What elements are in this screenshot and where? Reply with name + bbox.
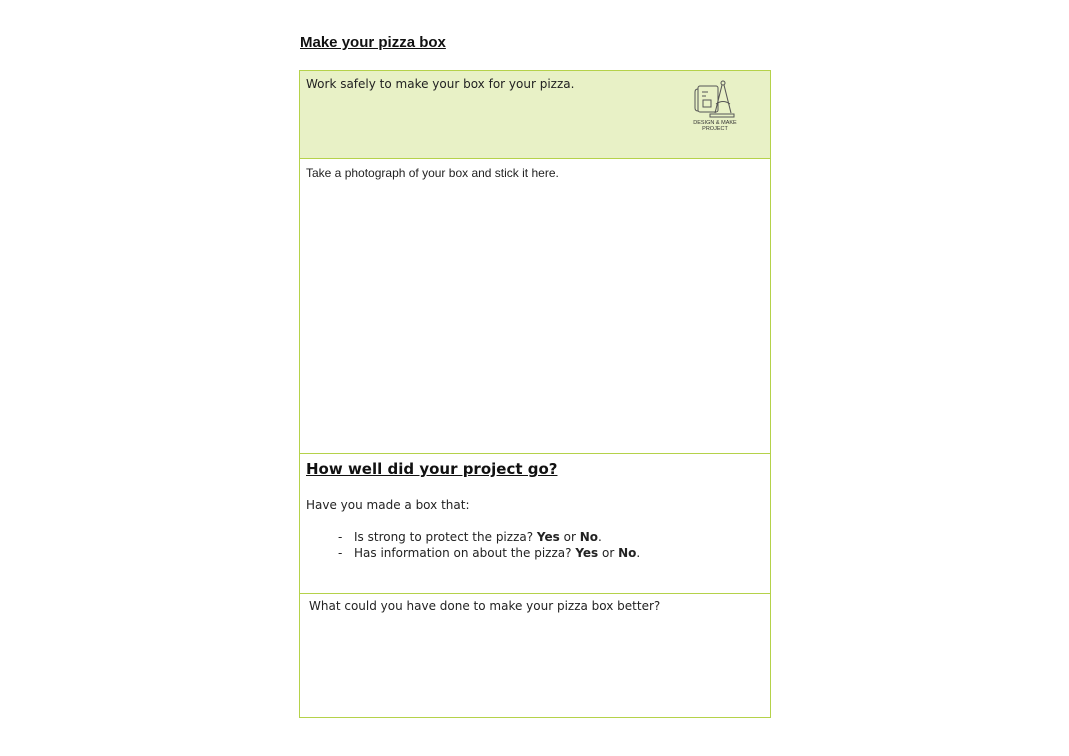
review-row [300, 454, 770, 594]
no-answer: No [579, 530, 598, 544]
review-heading: How well did your project go? [306, 460, 558, 478]
list-item [338, 545, 640, 561]
improve-row [300, 594, 770, 717]
design-make-drafting-icon [694, 80, 736, 118]
photo-row [300, 159, 770, 454]
logo-text: DESIGN & MAKE PROJECT [693, 120, 737, 132]
no-answer: No [618, 546, 637, 560]
list-item [338, 529, 640, 545]
or-word: or [559, 530, 580, 544]
list-item-end: . [636, 546, 641, 560]
review-question: Have you made a box that: [306, 498, 470, 512]
list-item-text: Has information on about the pizza? [354, 546, 576, 560]
intro-instruction: Work safely to make your box for your pizza. [306, 77, 575, 91]
yes-answer: Yes [536, 530, 560, 544]
yes-answer: Yes [575, 546, 599, 560]
list-item-end: . [597, 530, 602, 544]
intro-row [300, 71, 770, 159]
improve-question: What could you have done to make your pizza box better? [309, 599, 661, 613]
or-word: or [598, 546, 619, 560]
list-item-text: Is strong to protect the pizza? [354, 530, 537, 544]
design-make-project-logo [684, 80, 746, 136]
list-dash: - [338, 530, 343, 544]
list-dash: - [338, 546, 343, 560]
worksheet-table [299, 70, 771, 718]
photo-instruction: Take a photograph of your box and stick it here. [306, 166, 559, 180]
review-checklist [338, 529, 640, 561]
page-title: Make your pizza box [300, 34, 446, 51]
